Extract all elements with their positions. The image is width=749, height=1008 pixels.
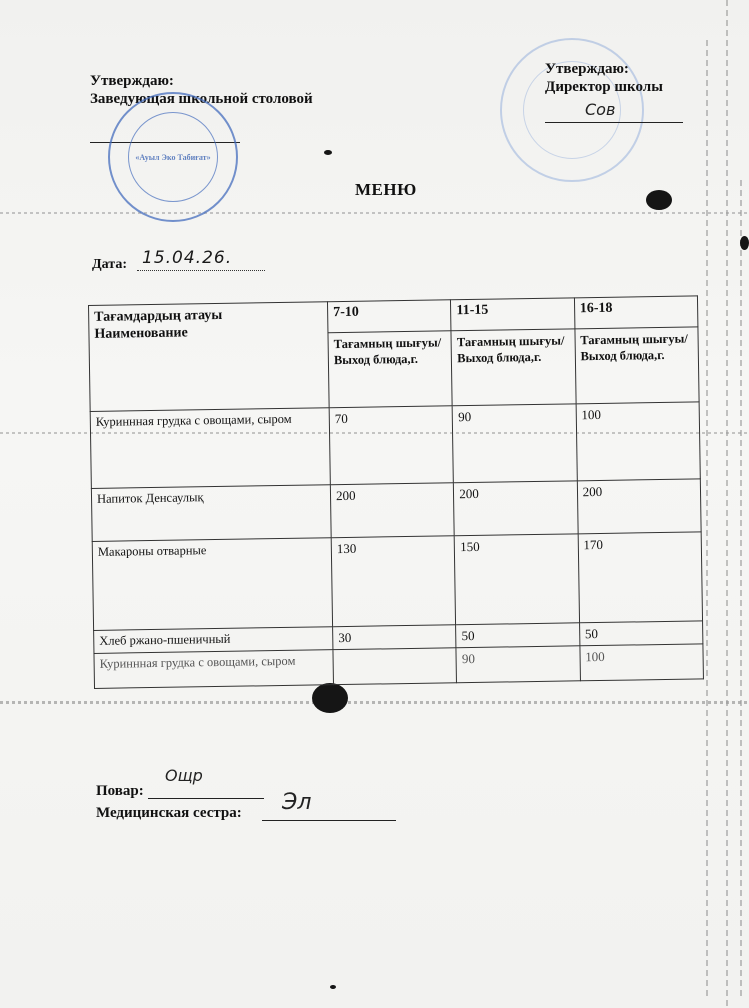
scan-artifact-line xyxy=(0,212,749,214)
table-row xyxy=(90,402,700,489)
header-portion-yield: Тағамның шығуы/ Выход блюда,г. xyxy=(328,331,452,408)
table-row xyxy=(91,479,701,542)
header-dish-name-kz: Тағамдардың атауы xyxy=(94,307,223,325)
scan-artifact-blot xyxy=(324,150,332,155)
portion-value: 200 xyxy=(454,481,578,536)
scan-artifact-line xyxy=(706,40,708,1000)
date-label: Дата: xyxy=(92,257,127,272)
cook-label: Повар: xyxy=(96,783,144,799)
scan-artifact-line xyxy=(726,0,728,1008)
dish-name: Макароны отварные xyxy=(92,538,332,631)
portion-value xyxy=(333,648,457,685)
portion-value: 90 xyxy=(456,646,580,683)
header-age-group: 16-18 xyxy=(574,296,698,329)
portion-value: 50 xyxy=(456,623,580,648)
date-value: 15.04.26. xyxy=(142,248,233,268)
portion-value: 100 xyxy=(576,402,701,481)
header-dish-name xyxy=(89,302,330,412)
cook-signature: Ощр xyxy=(165,766,203,785)
dish-name: Куриннная грудка с овощами, сыром xyxy=(90,408,330,489)
scan-artifact-line xyxy=(0,701,749,704)
scan-artifact-blot xyxy=(312,683,348,713)
portion-value: 30 xyxy=(333,625,457,650)
table-row xyxy=(92,532,702,631)
portion-value: 50 xyxy=(579,621,703,646)
scan-artifact-blot xyxy=(740,236,749,250)
portion-value: 90 xyxy=(452,404,577,483)
signature-line xyxy=(262,820,396,821)
approval-position: Заведующая школьной столовой xyxy=(90,91,313,107)
nurse-signature: Эл xyxy=(282,790,312,815)
nurse-label: Медицинская сестра: xyxy=(96,805,242,821)
approval-label: Утверждаю: xyxy=(545,61,629,77)
menu-table xyxy=(88,295,704,689)
stamp-text: «Ауыл Эко Табиғат» xyxy=(135,152,211,162)
approval-director xyxy=(545,60,663,96)
signature-line xyxy=(545,122,683,123)
approval-label: Утверждаю: xyxy=(90,73,174,89)
portion-value: 150 xyxy=(454,534,579,625)
signature-line xyxy=(148,798,264,799)
scan-artifact-blot xyxy=(330,985,336,989)
canteen-stamp xyxy=(108,92,238,222)
header-portion-yield: Тағамның шығуы/ Выход блюда,г. xyxy=(575,327,700,404)
scan-artifact-line xyxy=(740,180,742,1000)
header-age-group: 7-10 xyxy=(327,300,451,333)
header-dish-name-ru: Наименование xyxy=(94,325,188,342)
page-title: МЕНЮ xyxy=(355,180,417,199)
scan-artifact-blot xyxy=(646,190,672,210)
portion-value: 70 xyxy=(329,406,454,485)
portion-value: 200 xyxy=(330,483,454,538)
header-portion-yield: Тағамның шығуы/ Выход блюда,г. xyxy=(451,329,575,406)
dish-name: Напиток Денсаулық xyxy=(91,485,331,542)
date-underline xyxy=(137,270,265,271)
director-signature: Сов xyxy=(585,100,616,119)
header-age-group: 11-15 xyxy=(451,298,575,331)
portion-value: 130 xyxy=(331,536,456,627)
dish-name: Хлеб ржано-пшеничный xyxy=(94,627,333,654)
dish-name: Куриннная грудка с овощами, сыром xyxy=(94,650,334,689)
portion-value: 200 xyxy=(577,479,701,534)
portion-value: 170 xyxy=(578,532,703,623)
approval-position: Директор школы xyxy=(545,79,663,95)
portion-value: 100 xyxy=(580,644,704,681)
